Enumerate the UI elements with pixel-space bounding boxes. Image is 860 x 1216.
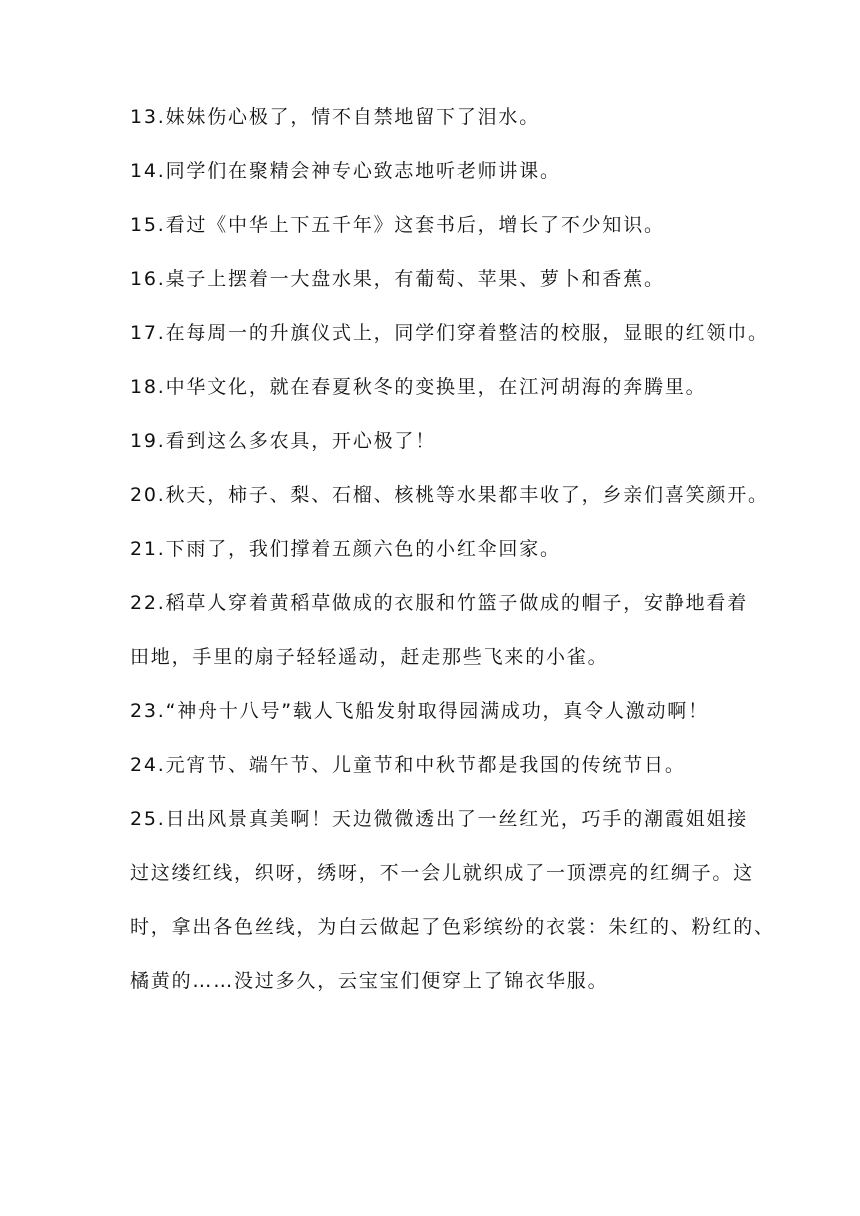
sentence-13: 13.妹妹伤心极了，情不自禁地留下了泪水。 xyxy=(130,106,541,128)
sentence-15: 15.看过《中华上下五千年》这套书后，增长了不少知识。 xyxy=(130,214,665,236)
sentence-25-line-1: 25.日出风景真美啊！天边微微透出了一丝红光，巧手的潮霞姐姐接 xyxy=(130,808,749,830)
sentence-23: 23.“神舟十八号”载人飞船发射取得园满成功，真令人激动啊！ xyxy=(130,700,709,722)
sentence-22-line-1: 22.稻草人穿着黄稻草做成的衣服和竹篮子做成的帽子，安静地看着 xyxy=(130,592,749,614)
sentence-16: 16.桌子上摆着一大盘水果，有葡萄、苹果、萝卜和香蕉。 xyxy=(130,268,665,290)
sentence-14: 14.同学们在聚精会神专心致志地听老师讲课。 xyxy=(130,160,561,182)
sentence-list xyxy=(130,98,775,1016)
sentence-19: 19.看到这么多农具，开心极了！ xyxy=(130,430,437,452)
sentence-25-line-4: 橘黄的……没过多久，云宝宝们便穿上了锦衣华服。 xyxy=(130,970,609,992)
sentence-22-line-2: 田地，手里的扇子轻轻遥动，赶走那些飞来的小雀。 xyxy=(130,646,609,668)
sentence-18: 18.中华文化，就在春夏秋冬的变换里，在江河胡海的奔腾里。 xyxy=(130,376,707,398)
sentence-24: 24.元宵节、端午节、儿童节和中秋节都是我国的传统节日。 xyxy=(130,754,686,776)
sentence-25-line-2: 过这缕红线，织呀，绣呀，不一会儿就织成了一顶漂亮的红绸子。这 xyxy=(130,862,755,884)
sentence-20: 20.秋天，柿子、梨、石榴、核桃等水果都丰收了，乡亲们喜笑颜开。 xyxy=(130,484,769,506)
sentence-21: 21.下雨了，我们撑着五颜六色的小红伞回家。 xyxy=(130,538,561,560)
sentence-17: 17.在每周一的升旗仪式上，同学们穿着整洁的校服，显眼的红领巾。 xyxy=(130,322,769,344)
sentence-25-line-3: 时，拿出各色丝线，为白云做起了色彩缤纷的衣裳：朱红的、粉红的、 xyxy=(130,916,775,938)
